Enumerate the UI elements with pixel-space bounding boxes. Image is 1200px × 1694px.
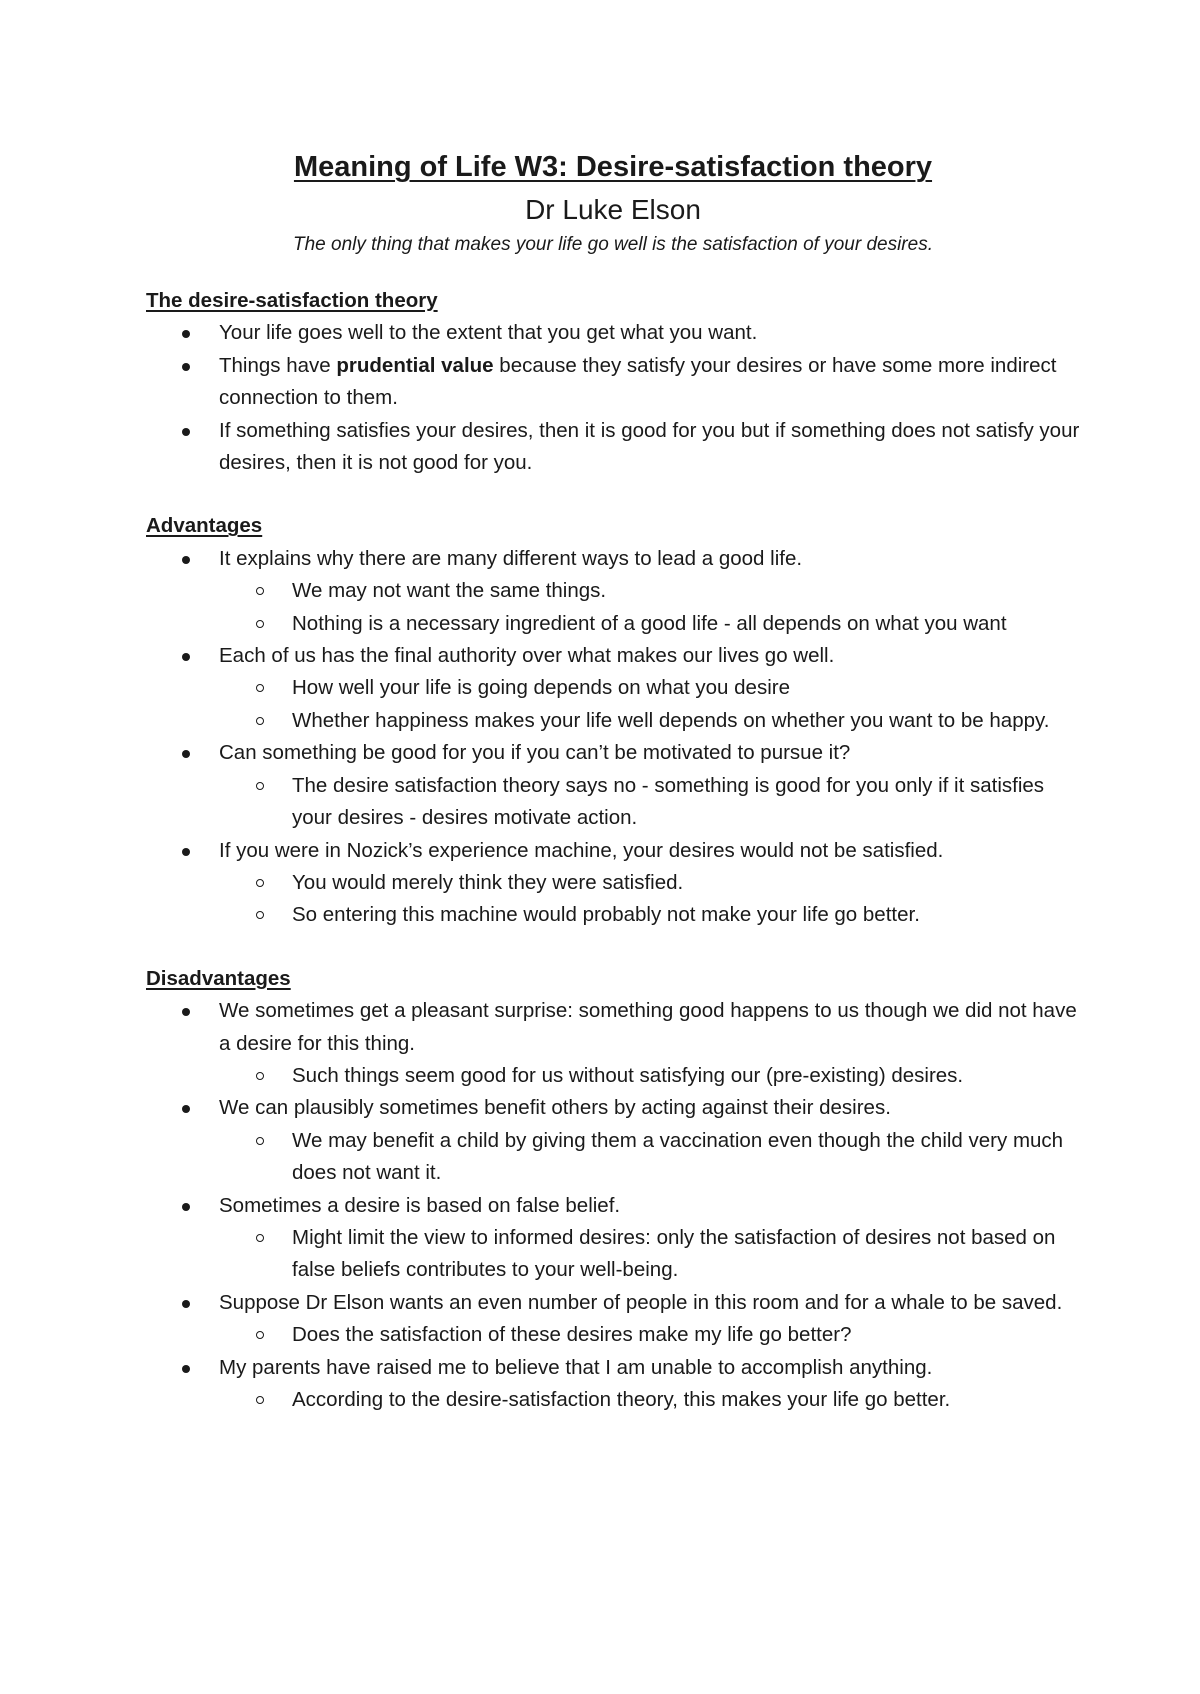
hollow-bullet-icon — [256, 1396, 264, 1404]
bullet-icon — [182, 1203, 190, 1211]
bullet-list — [146, 317, 1080, 479]
bullet-icon — [182, 1008, 190, 1016]
hollow-bullet-icon — [256, 1137, 264, 1145]
bullet-list — [146, 995, 1080, 1416]
sub-list-item: According to the desire-satisfaction theory, this makes your life go better. — [146, 1384, 1080, 1416]
hollow-bullet-icon — [256, 1234, 264, 1242]
hollow-bullet-icon — [256, 911, 264, 919]
hollow-bullet-icon — [256, 620, 264, 628]
sub-list-item: Nothing is a necessary ingredient of a good life - all depends on what you want — [146, 608, 1080, 640]
bullet-icon — [182, 428, 190, 436]
bullet-icon — [182, 750, 190, 758]
list-item: Your life goes well to the extent that you get what you want. — [146, 317, 1080, 349]
list-item: If you were in Nozick’s experience machine, your desires would not be satisfied. — [146, 835, 1080, 867]
hollow-bullet-icon — [256, 879, 264, 887]
sub-list-item: Whether happiness makes your life well depends on whether you want to be happy. — [146, 705, 1080, 737]
hollow-bullet-icon — [256, 1331, 264, 1339]
bullet-icon — [182, 556, 190, 564]
sub-list-item: We may benefit a child by giving them a vaccination even though the child very much does not want it. — [146, 1125, 1080, 1190]
bullet-list — [146, 543, 1080, 932]
sub-list-item: Might limit the view to informed desires: only the satisfaction of desires not based on false beliefs contributes to your well-being. — [146, 1222, 1080, 1287]
bullet-icon — [182, 1105, 190, 1113]
list-item: We sometimes get a pleasant surprise: something good happens to us though we did not have a desire for this thing. — [146, 995, 1080, 1060]
list-item: Sometimes a desire is based on false belief. — [146, 1190, 1080, 1222]
section-advantages — [146, 510, 1080, 931]
bullet-icon — [182, 363, 190, 371]
list-item: Can something be good for you if you can’t be motivated to pursue it? — [146, 737, 1080, 769]
bullet-icon — [182, 653, 190, 661]
bold-term: prudential value — [336, 353, 494, 377]
hollow-bullet-icon — [256, 717, 264, 725]
bullet-icon — [182, 1365, 190, 1373]
section-heading: The desire-satisfaction theory — [146, 289, 438, 312]
tagline: The only thing that makes your life go well is the satisfaction of your desires. — [293, 234, 933, 255]
list-item: Suppose Dr Elson wants an even number of people in this room and for a whale to be saved. — [146, 1287, 1080, 1319]
page-title: Meaning of Life W3: Desire-satisfaction theory — [293, 151, 933, 183]
sub-list-item: Does the satisfaction of these desires make my life go better? — [146, 1319, 1080, 1351]
bullet-icon — [182, 848, 190, 856]
bullet-icon — [182, 330, 190, 338]
list-item: We can plausibly sometimes benefit others by acting against their desires. — [146, 1092, 1080, 1124]
hollow-bullet-icon — [256, 587, 264, 595]
sub-list-item: We may not want the same things. — [146, 575, 1080, 607]
sub-list-item: Such things seem good for us without satisfying our (pre-existing) desires. — [146, 1060, 1080, 1092]
list-item: If something satisfies your desires, then it is good for you but if something does not satisfy your desires, then it is not good for you. — [146, 415, 1080, 480]
sub-list-item: You would merely think they were satisfied. — [146, 867, 1080, 899]
section-theory — [146, 285, 1080, 479]
sub-list-item: The desire satisfaction theory says no - something is good for you only if it satisfies your desires - desires motivate action. — [146, 770, 1080, 835]
section-heading: Advantages — [146, 514, 263, 538]
list-item: Things have prudential value because they satisfy your desires or have some more indirect connection to them. — [146, 350, 1080, 415]
sub-list-item: How well your life is going depends on what you desire — [146, 672, 1080, 704]
sub-list-item: So entering this machine would probably not make your life go better. — [146, 899, 1080, 931]
hollow-bullet-icon — [256, 782, 264, 790]
hollow-bullet-icon — [256, 684, 264, 692]
section-heading: Disadvantages — [146, 966, 291, 990]
author-name: Dr Luke Elson — [525, 194, 701, 225]
list-item: It explains why there are many different ways to lead a good life. — [146, 543, 1080, 575]
section-disadvantages — [146, 963, 1080, 1417]
list-item: My parents have raised me to believe that I am unable to accomplish anything. — [146, 1352, 1080, 1384]
bullet-icon — [182, 1300, 190, 1308]
list-item: Each of us has the final authority over what makes our lives go well. — [146, 640, 1080, 672]
hollow-bullet-icon — [256, 1072, 264, 1080]
